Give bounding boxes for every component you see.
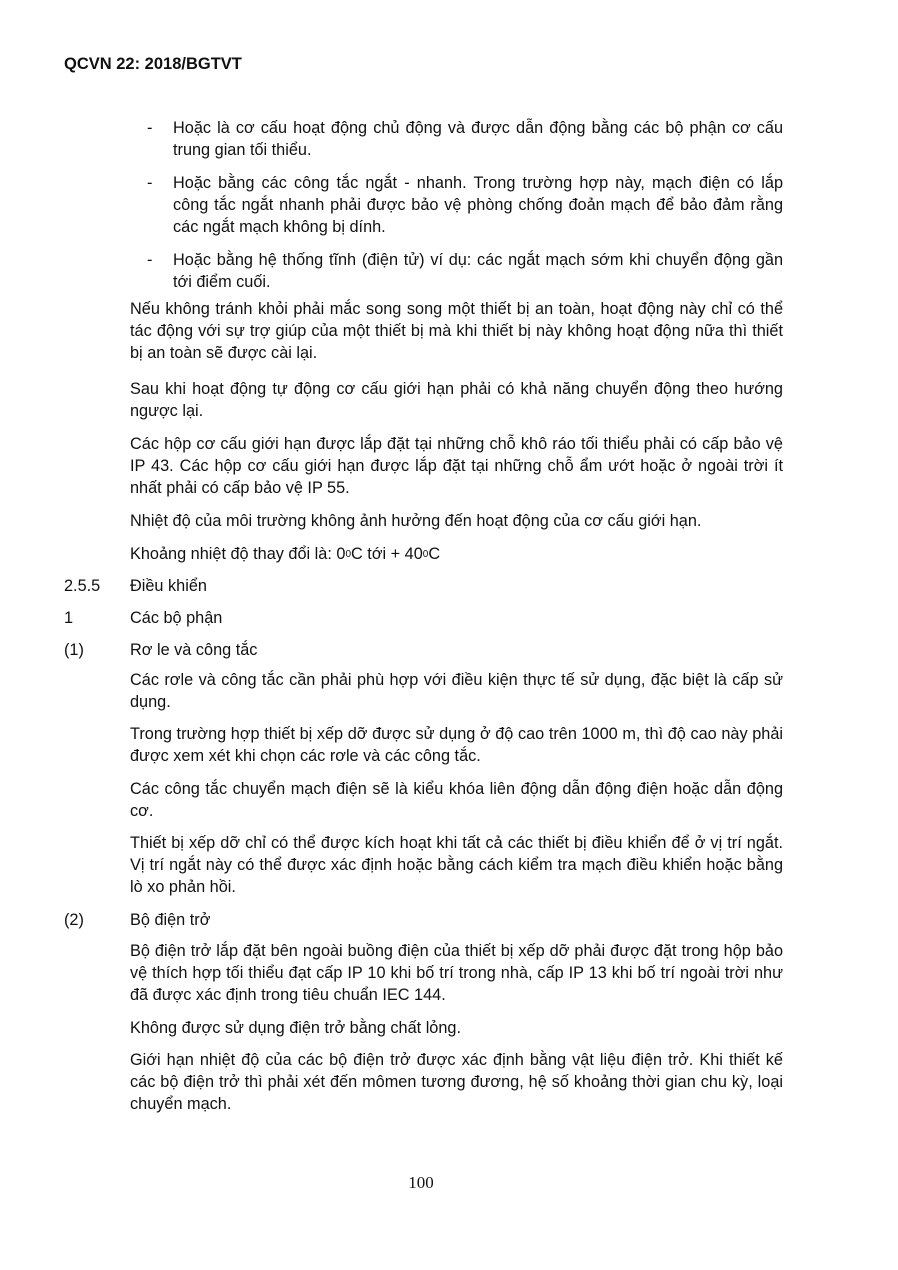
paragraph-resistor-temperature: Giới hạn nhiệt độ của các bộ điện trở được xác định bằng vật liệu điện trở. Khi thiết kế các bộ điện trở thì phải xét đến mômen tương đương, hệ số khoảng thời gian chu kỳ, loại chuyển mạch.: [130, 1051, 783, 1113]
bullet-marker: -: [147, 251, 153, 269]
paragraph-reverse-motion: Sau khi hoạt động tự động cơ cấu giới hạn phải có khả năng chuyển động theo hướng ngược lại.: [130, 380, 783, 420]
section-number-1: 1: [64, 609, 74, 627]
paragraph-ip-protection: Các hộp cơ cấu giới hạn được lắp đặt tại những chỗ khô ráo tối thiểu phải có cấp bảo vệ IP 43. Các hộp cơ cấu giới hạn được lắp đặt tại những chỗ ẩm ướt hoặc ở ngoài trời ít nhất phải có cấp bảo vệ IP 55.: [130, 435, 783, 497]
page-number: 100: [408, 1173, 434, 1192]
bullet-text-active-mechanism: Hoặc là cơ cấu hoạt động chủ động và được dẫn động bằng các bộ phận cơ cấu trung gian tối thiểu.: [173, 119, 783, 159]
subsection-title-relays: Rơ le và công tắc: [130, 641, 258, 659]
bullet-text-static-system: Hoặc bằng hệ thống tĩnh (điện tử) ví dụ: các ngắt mạch sớm khi chuyển động gần tới điểm cuối.: [173, 251, 783, 291]
paragraph-ambient-temperature: Nhiệt độ của môi trường không ảnh hưởng đến hoạt động của cơ cấu giới hạn.: [130, 512, 702, 530]
degree-sup-2: 0: [422, 549, 429, 560]
paragraph-altitude: Trong trường hợp thiết bị xếp dỡ được sử dụng ở độ cao trên 1000 m, thì độ cao này phải được xem xét khi chọn các rơle và các công tắc.: [130, 725, 783, 765]
bullet-marker: -: [147, 119, 153, 137]
bullet-text-snap-switch: Hoặc bằng các công tắc ngắt - nhanh. Trong trường hợp này, mạch điện có lắp công tắc ngắt nhanh phải được bảo vệ phòng chống đoản mạch để bảo đảm rằng các ngắt mạch không bị dính.: [173, 174, 783, 236]
paragraph-interlock: Các công tắc chuyển mạch điện sẽ là kiểu khóa liên động dẫn động điện hoặc dẫn động cơ.: [130, 780, 783, 820]
bullet-marker: -: [147, 174, 153, 192]
paragraph-no-liquid-resistor: Không được sử dụng điện trở bằng chất lỏng.: [130, 1019, 461, 1037]
degree-sup-1: 0: [345, 549, 352, 560]
section-title-control: Điều khiển: [130, 577, 207, 595]
paragraph-resistor-enclosure: Bộ điện trở lắp đặt bên ngoài buồng điện của thiết bị xếp dỡ phải được đặt trong hộp bảo vệ thích hợp tối thiểu đạt cấp IP 10 khi bố trí trong nhà, cấp IP 13 khi bố trí ngoài trời như đã được xác định trong tiêu chuẩn IEC 144.: [130, 942, 783, 1004]
temp-range-prefix: Khoảng nhiệt độ thay đổi là: 0: [130, 545, 346, 563]
temp-range-mid: C tới + 40: [351, 545, 423, 563]
paragraph-relay-usage: Các rơle và công tắc cần phải phù hợp với điều kiện thực tế sử dụng, đặc biệt là cấp sử dụng.: [130, 671, 783, 711]
subsection-number-1: (1): [64, 641, 84, 659]
subsection-number-2: (2): [64, 911, 84, 929]
subsection-title-resistors: Bộ điện trở: [130, 911, 211, 929]
section-title-components: Các bộ phận: [130, 609, 223, 627]
document-code-header: QCVN 22: 2018/BGTVT: [64, 55, 242, 73]
paragraph-activation: Thiết bị xếp dỡ chỉ có thể được kích hoạt khi tất cả các thiết bị điều khiển để ở vị trí ngắt. Vị trí ngắt này có thể được xác định hoặc bằng cách kiểm tra mạch điều khiển hoặc bằng lò xo phản hồi.: [130, 834, 783, 896]
paragraph-parallel-safety-device: Nếu không tránh khỏi phải mắc song song một thiết bị an toàn, hoạt động này chỉ có thể tác động với sự trợ giúp của một thiết bị mà khi thiết bị này không hoạt động nữa thì thiết bị an toàn sẽ được cài lại.: [130, 300, 783, 362]
section-number-2-5-5: 2.5.5: [64, 577, 101, 595]
temp-range-suffix: C: [428, 545, 441, 563]
temperature-range-line: [130, 543, 783, 565]
